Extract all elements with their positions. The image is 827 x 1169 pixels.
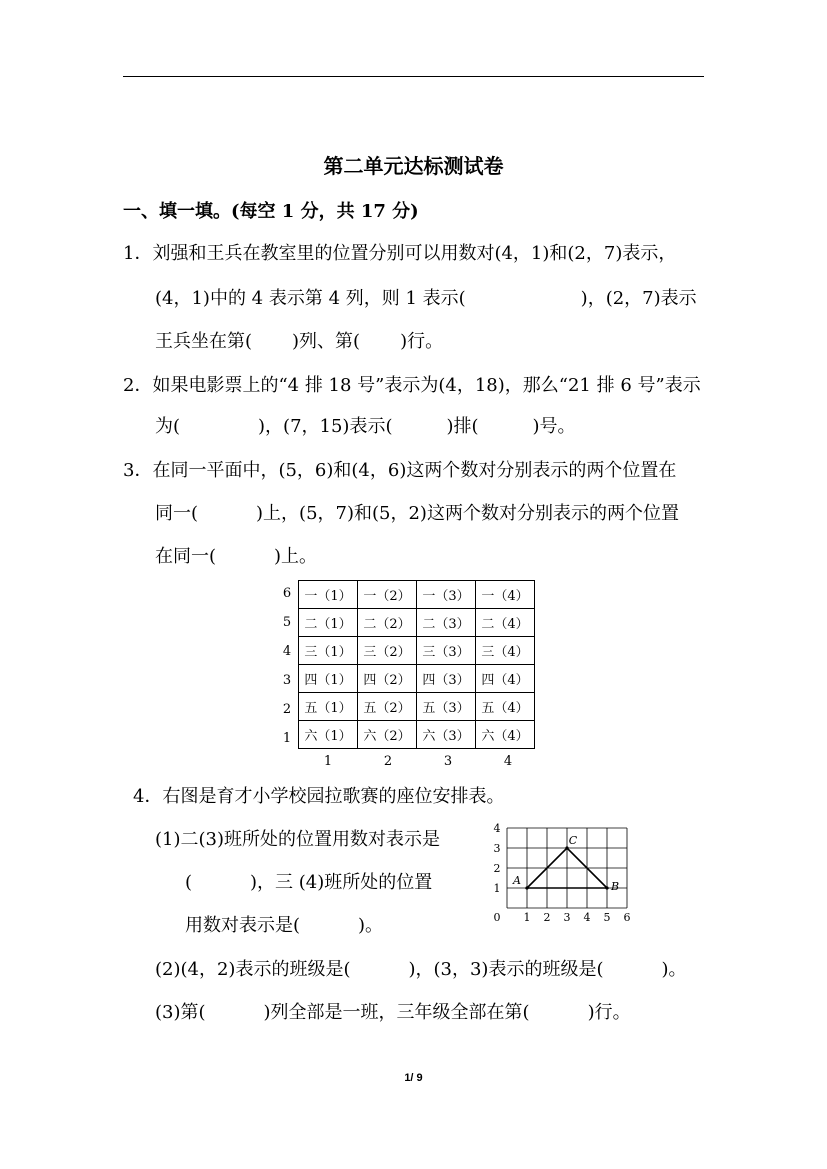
table-cell: 六（1） [299, 721, 358, 749]
seat-table [298, 580, 535, 749]
q4-part1-line2: ( )，三 (4)班所处的位置 [185, 872, 433, 893]
page-number: 1/ 9 [404, 1072, 423, 1084]
seat-col-label: 1 [323, 754, 333, 769]
seat-row-label: 2 [282, 702, 292, 717]
seat-row-label: 4 [282, 644, 292, 659]
q1-line3: 王兵坐在第( )列、第( )行。 [155, 331, 444, 352]
table-cell: 一（2） [358, 581, 417, 609]
table-cell: 四（2） [358, 665, 417, 693]
seat-col-label: 2 [383, 754, 393, 769]
x-axis-label: 6 [623, 911, 631, 924]
table-row [299, 609, 535, 637]
q4-part1-line3: 用数对表示是( )。 [185, 915, 384, 936]
table-cell: 五（4） [476, 693, 535, 721]
y-axis-label: 1 [493, 882, 501, 895]
q3-line2: 同一( )上，(5，7)和(5，2)这两个数对分别表示的两个位置 [155, 503, 679, 524]
table-cell: 六（2） [358, 721, 417, 749]
table-cell: 五（3） [417, 693, 476, 721]
table-cell: 三（2） [358, 637, 417, 665]
table-cell: 三（1） [299, 637, 358, 665]
point-a [525, 886, 528, 889]
coordinate-grid-figure [485, 818, 635, 928]
q2-line2: 为( )，(7，15)表示( )排( )号。 [155, 416, 576, 437]
q4-intro: 4．右图是育才小学校园拉歌赛的座位安排表。 [133, 786, 505, 807]
y-axis-label: 3 [493, 842, 501, 855]
table-cell: 二（1） [299, 609, 358, 637]
q4-part1-line1: (1)二(3)班所处的位置用数对表示是 [155, 829, 440, 850]
table-row [299, 721, 535, 749]
table-cell: 一（1） [299, 581, 358, 609]
seat-row-label: 3 [282, 673, 292, 688]
q2-line1: 2．如果电影票上的“4 排 18 号”表示为(4，18)，那么“21 排 6 号”表示 [123, 375, 701, 396]
table-cell: 四（1） [299, 665, 358, 693]
point-label-b: B [610, 880, 620, 893]
x-axis-label: 0 [493, 911, 501, 924]
point-b [605, 886, 608, 889]
seat-col-label: 3 [443, 754, 453, 769]
table-cell: 五（1） [299, 693, 358, 721]
q1-line2: (4，1)中的 4 表示第 4 列，则 1 表示( )，(2，7)表示 [155, 288, 697, 309]
seat-row-label: 6 [282, 586, 292, 601]
table-row [299, 693, 535, 721]
seat-col-label: 4 [503, 754, 513, 769]
x-axis-label: 5 [603, 911, 611, 924]
table-cell: 二（4） [476, 609, 535, 637]
section-heading: 一、填一填。(每空 1 分，共 17 分) [123, 201, 419, 222]
table-row [299, 637, 535, 665]
grid-axis-labels [494, 822, 631, 924]
q3-line3: 在同一( )上。 [155, 546, 318, 567]
seat-row-label: 5 [282, 615, 292, 630]
point-label-a: A [513, 874, 521, 887]
q3-line1: 3．在同一平面中，(5，6)和(4，6)这两个数对分别表示的两个位置在 [123, 460, 677, 481]
table-cell: 一（4） [476, 581, 535, 609]
y-axis-label: 4 [493, 822, 501, 835]
seat-row-label: 1 [282, 731, 292, 746]
table-row [299, 665, 535, 693]
table-cell: 二（2） [358, 609, 417, 637]
x-axis-label: 4 [583, 911, 591, 924]
q4-part2: (2)(4，2)表示的班级是( )，(3，3)表示的班级是( )。 [155, 959, 687, 980]
table-cell: 四（3） [417, 665, 476, 693]
x-axis-label: 3 [563, 911, 571, 924]
q1-line1: 1．刘强和王兵在教室里的位置分别可以用数对(4，1)和(2，7)表示， [123, 243, 677, 264]
header-rule [123, 76, 704, 77]
table-cell: 三（4） [476, 637, 535, 665]
page-title: 第二单元达标测试卷 [323, 154, 504, 178]
q4-part3: (3)第( )列全部是一班，三年级全部在第( )行。 [155, 1002, 631, 1023]
table-cell: 三（3） [417, 637, 476, 665]
table-cell: 四（4） [476, 665, 535, 693]
table-row [299, 581, 535, 609]
x-axis-label: 1 [523, 911, 531, 924]
table-cell: 五（2） [358, 693, 417, 721]
point-label-c: C [568, 834, 578, 847]
table-cell: 六（4） [476, 721, 535, 749]
table-cell: 一（3） [417, 581, 476, 609]
table-cell: 二（3） [417, 609, 476, 637]
table-cell: 六（3） [417, 721, 476, 749]
x-axis-label: 2 [543, 911, 551, 924]
grid-lines [507, 828, 627, 908]
y-axis-label: 2 [493, 862, 501, 875]
